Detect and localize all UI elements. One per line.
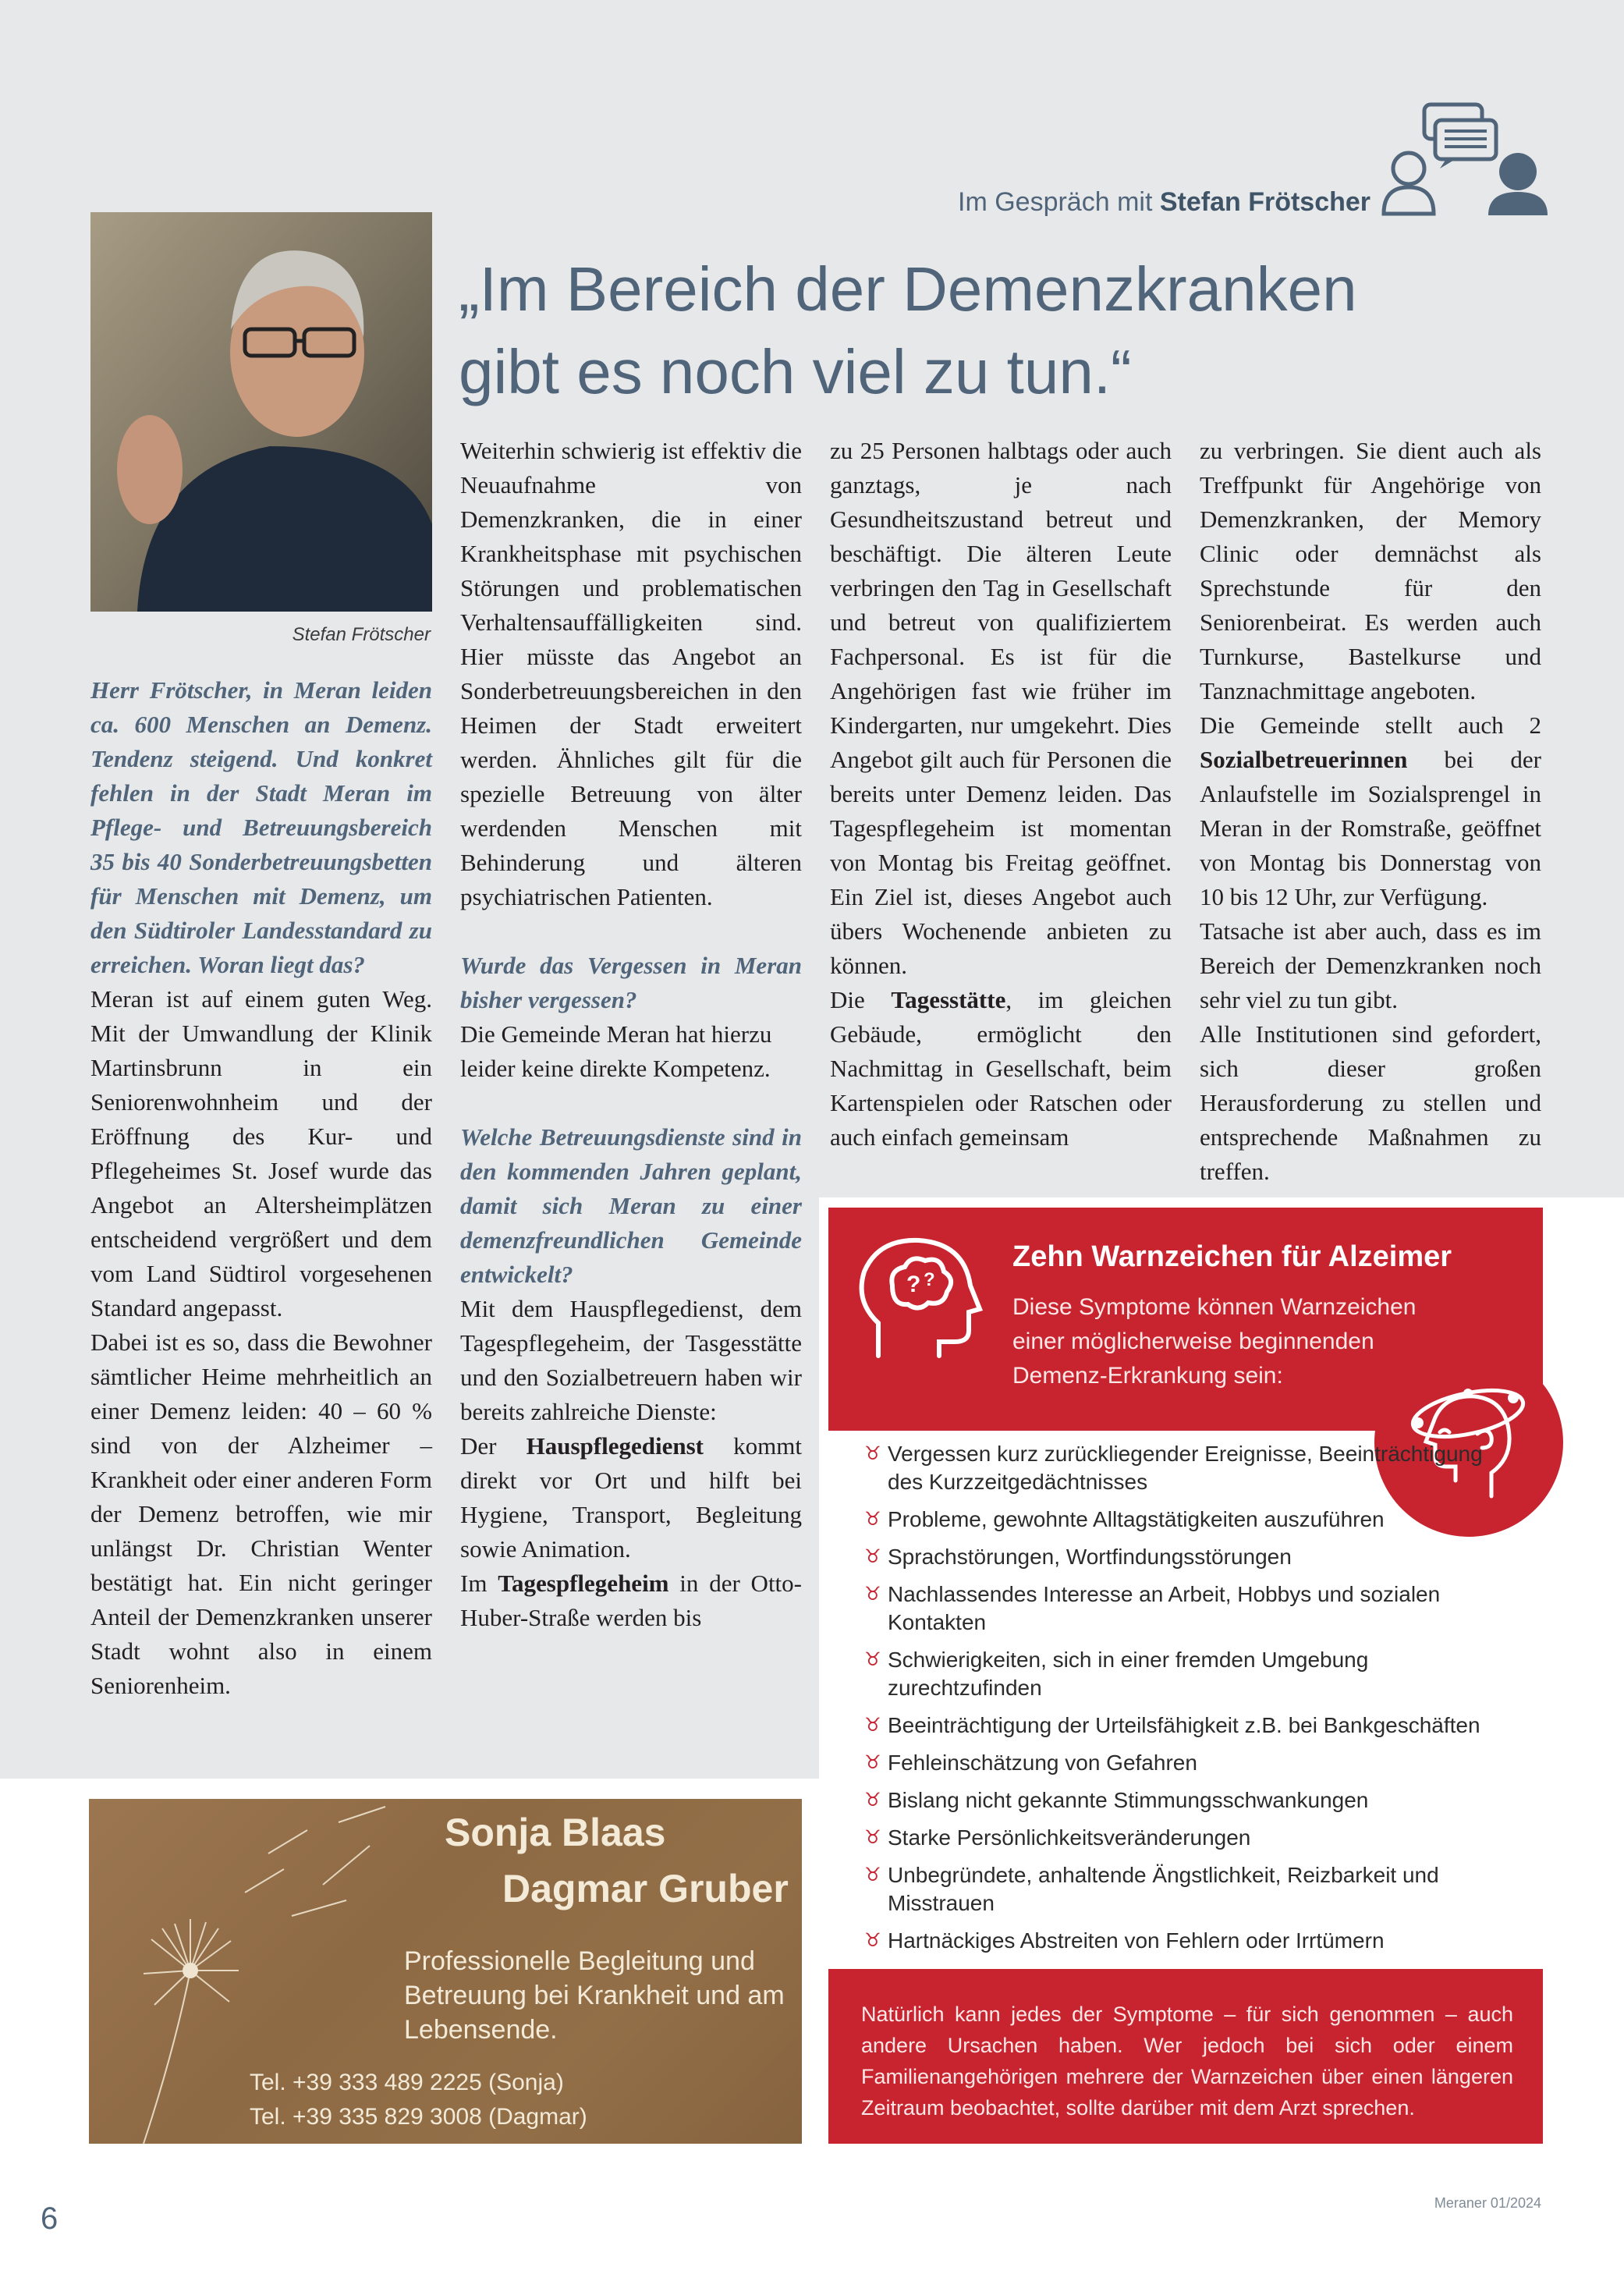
headline-line-1: „Im Bereich der Demenzkranken [459, 254, 1357, 324]
list-item [864, 1506, 1504, 1534]
bold-term: Hauspflegedienst [526, 1432, 704, 1460]
answer-3-paragraph-5 [1200, 708, 1541, 914]
list-item-text: Starke Persönlichkeitsveränderungen [888, 1825, 1251, 1850]
phone-sonja: Tel. +39 333 489 2225 (Sonja) [250, 2070, 564, 2095]
text-run: kommt direkt vor Ort und hilft bei Hygiene, Transport, Begleitung sowie Animation. [460, 1432, 802, 1563]
question-3: Welche Betreuungsdienste sind in den kommenden Jahren geplant, damit sich Meran zu einer demenzfreundlichen Gemeinde entwickelt? [460, 1123, 802, 1288]
photo-caption: Stefan Frötscher [292, 624, 431, 645]
portrait-photo [90, 212, 432, 612]
list-item [864, 1824, 1504, 1852]
brain-bullet-icon: ♉ [864, 1584, 881, 1605]
svg-text:?: ? [924, 1269, 935, 1290]
bold-term: Tagespflegeheim [498, 1570, 669, 1597]
warning-box-title: Zehn Warnzeichen für Alzeimer [1012, 1240, 1452, 1273]
bold-term: Sozialbetreuerinnen [1200, 746, 1408, 773]
advertisement [89, 1799, 802, 2144]
kicker-prefix: Im Gespräch mit [958, 187, 1153, 217]
list-item-text: Schwierigkeiten, sich in einer fremden Umgebung zurechtzufinden [888, 1648, 1369, 1700]
answer-3-paragraph-3-cont: in der Otto-Huber-Straße werden bis [460, 1570, 802, 1631]
answer-3-paragraph-1: Mit dem Hauspflegedienst, dem Tagespflegeheim, der Tasgesstätte und den Sozialbetreuern haben wir bereits zahlreiche Dienste: [460, 1295, 802, 1425]
list-item [864, 1646, 1504, 1702]
answer-3-paragraph-4-tail: zu verbringen. Sie dient auch als Treffpunkt für Angehörige von Demenzkranken, der Memory Clinic oder demnächst als Sprechstunde für den Seniorenbeirat. Es werden auch Turnkurse, Bastelkurse und Tanznachmittage angeboten. [1200, 437, 1541, 704]
list-item-text: Beeinträchtigung der Urteilsfähigkeit z.B. bei Bankgeschäften [888, 1713, 1480, 1737]
headline-line-2: gibt es noch viel zu tun.“ [459, 337, 1132, 406]
list-item [864, 1786, 1504, 1815]
answer-3-paragraph-6: Tatsache ist aber auch, dass es im Bereich der Demenzkranken noch sehr viel zu tun gibt. [1200, 917, 1541, 1013]
text-run: Die [830, 986, 865, 1013]
answer-3-paragraph-7: Alle Institutionen sind gefordert, sich dieser großen Herausforderung zu stellen und entsprechende Maßnahmen zu treffen. [1200, 1020, 1541, 1185]
ad-name-1: Sonja Blaas [445, 1811, 666, 1854]
answer-2: Die Gemeinde Meran hat hierzu leider keine direkte Kompetenz. [460, 1020, 772, 1082]
brain-bullet-icon: ♉ [864, 1790, 881, 1811]
text-run: Der [460, 1432, 497, 1460]
answer-1-paragraph-2: Dabei ist es so, dass die Bewohner sämtlicher Heime mehrheitlich an einer Demenz leiden: 40 – 60 % sind von der Alzheimer – Krankheit oder einer anderen Form der Demenz betroffen, wie mir unlängst Dr. Christian Wenter bestätigt hat. Ein nicht geringer Anteil der Demenzkranken unserer Stadt wohnt also in einem Seniorenheim. [90, 1329, 432, 1699]
ad-description: Professionelle Begleitung und Betreuung bei Krankheit und am Lebensende. [404, 1946, 785, 2045]
warning-box-footer-text: Natürlich kann jedes der Symptome – für sich genommen – auch andere Ursachen haben. Wer jedoch bei sich oder einem Familienangehörigen mehrere der Warnzeichen über einen längeren Zeitraum beobachtet, sollte darüber mit dem Arzt sprechen. [861, 2003, 1513, 2120]
list-item [864, 1440, 1504, 1496]
list-item-text: Fehleinschätzung von Gefahren [888, 1751, 1197, 1775]
list-item-text: Unbegründete, anhaltende Ängstlichkeit, Reizbarkeit und Misstrauen [888, 1863, 1439, 1915]
brain-bullet-icon: ♉ [864, 1752, 881, 1773]
article-column-4 [1200, 434, 1541, 1189]
article-column-2 [460, 434, 802, 1635]
list-item-text: Vergessen kurz zurückliegender Ereignisse, Beeinträchtigung des Kurzzeitgedächtnisses [888, 1442, 1483, 1494]
answer-3-paragraph-3-start [460, 1566, 802, 1635]
answer-1-paragraph-1: Meran ist auf einem guten Weg. Mit der Umwandlung der Klinik Martinsbrunn in ein Seniorenwohnheim und der Eröffnung des Kur- und Pflegeheimes St. Josef wurde das Angebot an Altersheimplätzen entscheidend vergrößert und dem vom Land Südtirol vorgesehenen Standard angepasst. [90, 985, 432, 1321]
brain-bullet-icon: ♉ [864, 1930, 881, 1951]
list-item-text: Bislang nicht gekannte Stimmungsschwankungen [888, 1788, 1369, 1812]
brain-head-icon [847, 1231, 988, 1371]
interview-kicker [958, 187, 1370, 218]
svg-text:?: ? [906, 1272, 921, 1297]
warning-signs-box [828, 1208, 1543, 2144]
ad-name-2: Dagmar Gruber [502, 1867, 789, 1910]
text-run: Im [460, 1570, 488, 1597]
text-run: , im gleichen Gebäude, ermöglicht den Nachmittag in Gesellschaft, beim Kartenspielen oder Ratschen oder auch einfach gemeinsam [830, 986, 1172, 1151]
warning-signs-list [864, 1440, 1504, 1964]
list-item-text: Nachlassendes Interesse an Arbeit, Hobbys und sozialen Kontakten [888, 1582, 1441, 1634]
brain-bullet-icon: ♉ [864, 1827, 881, 1848]
phone-dagmar: Tel. +39 335 829 3008 (Dagmar) [250, 2104, 587, 2130]
list-item [864, 1712, 1504, 1740]
text-run: Die Gemeinde stellt auch 2 [1200, 711, 1541, 739]
warning-box-subtitle: Diese Symptome können Warnzeichen einer möglicherweise beginnenden Demenz-Erkrankung sein: [1012, 1294, 1417, 1389]
list-item [864, 1861, 1504, 1917]
conversation-icon [1378, 101, 1549, 218]
list-item-text: Sprachstörungen, Wortfindungsstörungen [888, 1545, 1292, 1569]
question-2: Wurde das Vergessen in Meran bisher vergessen? [460, 952, 802, 1013]
headline [459, 248, 1473, 413]
text-run: bei der Anlaufstelle im Sozialsprengel in Meran in der Romstraße, geöffnet von Montag bis Donnerstag von 10 bis 12 Uhr, zur Verfügung. [1200, 746, 1541, 910]
brain-bullet-icon: ♉ [864, 1715, 881, 1736]
kicker-name: Stefan Frötscher [1159, 187, 1371, 217]
page-number: 6 [41, 2201, 59, 2236]
list-item [864, 1580, 1504, 1637]
warning-box-footer [828, 1969, 1543, 2144]
answer-3-paragraph-2 [460, 1429, 802, 1566]
brain-bullet-icon: ♉ [864, 1649, 881, 1670]
answer-1-paragraph-3: Weiterhin schwierig ist effektiv die Neuaufnahme von Demenzkranken, die in einer Krankheitsphase mit psychischen Störungen und problematischen Verhaltensauffälligkeiten sind. Hier müsste das Angebot an Sonderbetreuungsbereichen in den Heimen der Stadt erweitert werden. Ähnliches gilt für die spezielle Betreuung von älter werdenden Menschen mit Behinderung und älteren psychiatrischen Patienten. [460, 437, 802, 910]
list-item-text: Hartnäckiges Abstreiten von Fehlern oder Irrtümern [888, 1928, 1385, 1953]
list-item [864, 1927, 1504, 1955]
article-column-1 [90, 673, 432, 1703]
bold-term: Tagesstätte [891, 986, 1006, 1013]
issue-label: Meraner 01/2024 [1434, 2195, 1541, 2211]
list-item [864, 1749, 1504, 1777]
brain-bullet-icon: ♉ [864, 1546, 881, 1567]
brain-bullet-icon: ♉ [864, 1509, 881, 1530]
question-1: Herr Frötscher, in Meran leiden ca. 600 Menschen an Demenz. Tendenz steigend. Und konkret fehlen in der Stadt Meran im Pflege- und Betreuungsbereich 35 bis 40 Sonderbetreuungsbetten für Menschen mit Demenz, um den Südtiroler Landesstandard zu erreichen. Woran liegt das? [90, 676, 432, 978]
article-column-3 [830, 434, 1172, 1155]
list-item [864, 1543, 1504, 1571]
answer-3-paragraph-4-start [830, 983, 1172, 1155]
brain-bullet-icon: ♉ [864, 1443, 881, 1464]
ad-phones [250, 2066, 587, 2134]
answer-3-paragraph-3-tail: zu 25 Personen halbtags oder auch ganztags, je nach Gesundheitszustand betreut und beschäftigt. Die älteren Leute verbringen den Tag in Gesellschaft und betreut von qualifiziertem Fachpersonal. Es ist für die Angehörigen fast wie früher im Kindergarten, nur umgekehrt. Dies Angebot gilt auch für Personen die bereits unter Demenz leiden. Das Tagespflegeheim ist momentan von Montag bis Freitag geöffnet. Ein Ziel ist, dieses Angebot auch übers Wochenende anbieten zu können. [830, 437, 1172, 979]
list-item-text: Probleme, gewohnte Alltagstätigkeiten auszuführen [888, 1507, 1385, 1531]
brain-bullet-icon: ♉ [864, 1864, 881, 1885]
